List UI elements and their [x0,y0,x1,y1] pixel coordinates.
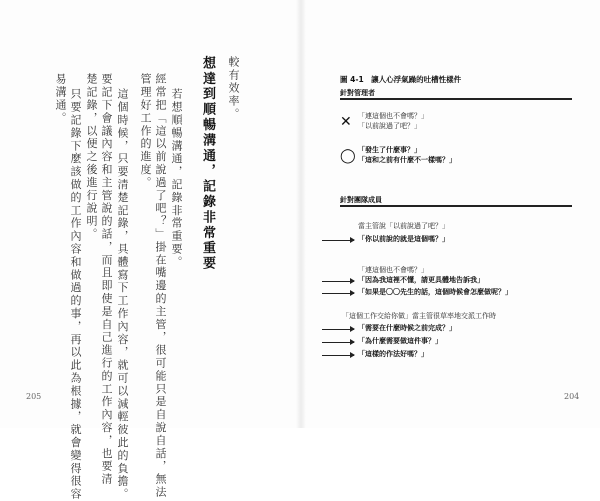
response-quote: 「需要在什麼時候之前完成？」 [358,324,456,332]
response-quote: 「為什麼需要做這件事？」 [358,337,442,345]
arrow-icon [322,240,354,241]
response-quote: 「因為我這裡不懂，請更具體地告訴我」 [358,276,484,284]
arrow-icon [322,281,354,282]
good-quote: 「發生了什麼事？」 [358,146,421,154]
body-line: 這個時候，只要清楚記錄，具體寫下工作內容，就可以減輕彼此的負擔。 [116,88,129,501]
trigger-quote: 「連這個也不會嗎？」 [358,266,428,274]
section-rule [340,205,572,207]
figure-title: 圖 4-1 讓人心浮氣躁的吐槽性樣件 [340,75,462,84]
arrow-icon [322,355,354,356]
page-number-left: 205 [26,392,42,401]
page-gutter [296,0,306,428]
body-line: 較有效率。 [227,56,240,121]
arrow-icon [322,342,354,343]
body-line: 只要記錄下麼該做的工作內容和做過的事，再以此為根據，就會變得很容 [69,88,82,501]
body-line: 易溝通。 [54,73,67,125]
trigger-quote: 「這個工作交給你做」當主管很草率地交派工作時 [342,312,496,320]
section-heading: 想達到順暢溝通，記錄非常重要 [200,56,215,272]
section-rule [340,98,572,100]
body-line: 若想順暢溝通，記錄非常重要。 [170,88,183,269]
circle-icon: ◯ [340,148,356,164]
body-line: 經常把「這以前說過了吧？」掛在嘴邊的主管，很可能只是自說自話，無法 [154,73,167,499]
response-quote: 「你以前說的就是這個嗎？」 [358,235,449,243]
bad-quote: 「以前說過了吧？」 [358,122,421,130]
arrow-icon [322,329,354,330]
response-quote: 「這樣的作法好嗎？」 [358,350,428,358]
arrow-icon [322,293,354,294]
manager-section-label: 針對管理者 [340,89,375,97]
body-line: 管理好工作的進度。 [139,73,152,190]
bad-quote: 「連這個也不會嗎？」 [358,112,428,120]
trigger-quote: 當主管說「以前說過了吧？」 [358,222,449,230]
page-number-right: 204 [564,392,580,401]
good-quote: 「這和之前有什麼不一樣嗎？」 [358,156,456,164]
member-section-label: 針對團隊成員 [340,196,382,204]
body-line: 要記下會議內容和主管說的話，而且即使是自己進行的工作內容，也要清 [100,73,113,486]
cross-icon: ✕ [340,114,352,130]
response-quote: 「如果是〇〇先生的話，這個時候會怎麼做呢？」 [358,288,512,296]
body-line: 楚記錄，以便之後進行說明。 [85,73,98,241]
